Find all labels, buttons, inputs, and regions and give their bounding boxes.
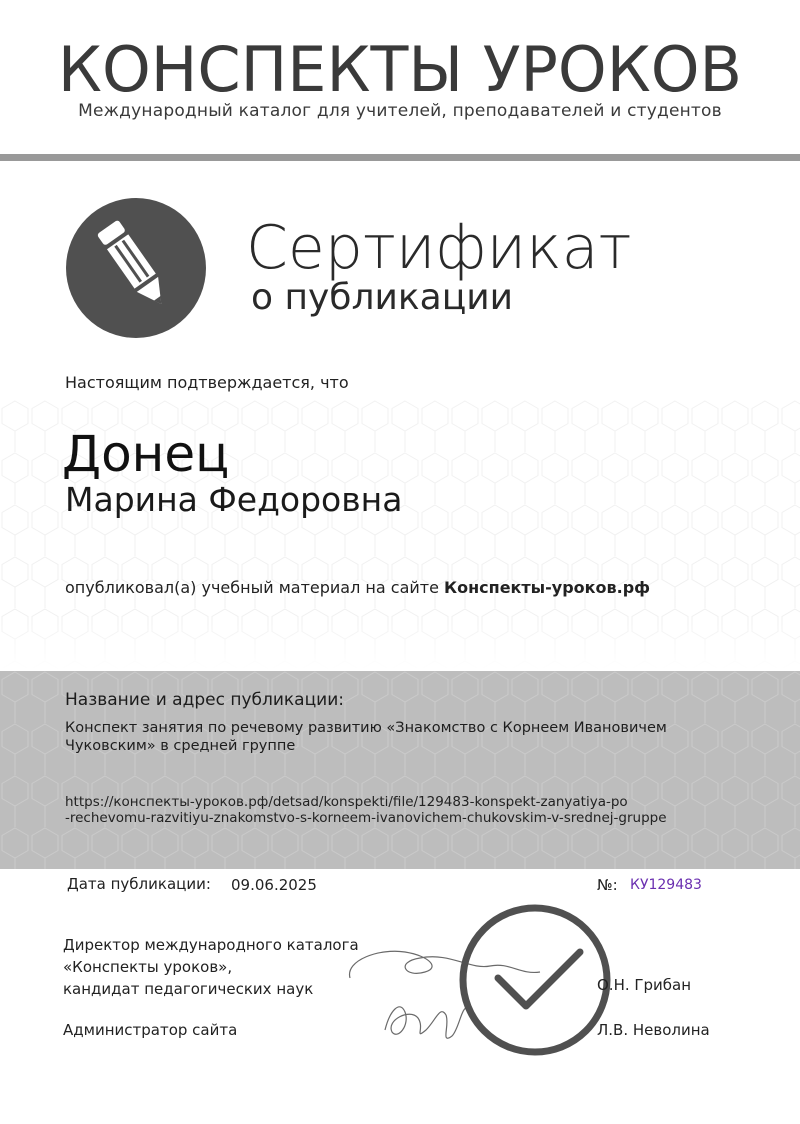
admin-signature bbox=[385, 1007, 470, 1038]
confirm-text: Настоящим подтверждается, что bbox=[65, 373, 349, 392]
director-signature bbox=[350, 951, 540, 978]
admin-label: Администратор сайта bbox=[63, 1021, 238, 1039]
site-name: Конспекты-уроков.рф bbox=[444, 578, 651, 597]
director-title-line-1: Директор международного каталога bbox=[63, 936, 359, 954]
site-title: КОНСПЕКТЫ УРОКОВ bbox=[57, 33, 743, 106]
published-text: опубликовал(а) учебный материал на сайте bbox=[65, 578, 445, 597]
date-label: Дата публикации: bbox=[67, 875, 211, 893]
director-title-line-3: кандидат педагогических наук bbox=[63, 980, 314, 998]
admin-name: Л.В. Неволина bbox=[597, 1021, 710, 1039]
publication-name: Конспект занятия по речевому развитию «Знакомство с Корнеем Ивановичем Чуковским» в средней группе bbox=[65, 720, 667, 754]
date-value: 09.06.2025 bbox=[231, 876, 317, 894]
certificate-subtitle: о публикации bbox=[251, 277, 514, 318]
publication-url-line-2[interactable]: -rechevomu-razvitiyu-znakomstvo-s-korneem-ivanovichem-chukovskim-v-srednej-gruppe bbox=[65, 810, 667, 826]
site-subtitle: Международный каталог для учителей, преподавателей и студентов bbox=[78, 101, 722, 121]
recipient-surname: Донец bbox=[62, 425, 230, 483]
publication-heading: Название и адрес публикации: bbox=[65, 690, 344, 710]
publication-url-line-1[interactable]: https://конспекты-уроков.рф/detsad/konspekti/file/129483-konspekt-zanyatiya-po bbox=[65, 794, 628, 810]
number-label: №: bbox=[597, 876, 618, 894]
recipient-name: Марина Федоровна bbox=[65, 480, 403, 519]
checkmark-stamp-icon bbox=[463, 908, 607, 1052]
number-value: КУ129483 bbox=[630, 877, 702, 893]
director-name: О.Н. Грибан bbox=[597, 976, 692, 994]
certificate-title: Сертификат bbox=[246, 213, 632, 283]
director-title-line-2: «Конспекты уроков», bbox=[63, 958, 233, 976]
